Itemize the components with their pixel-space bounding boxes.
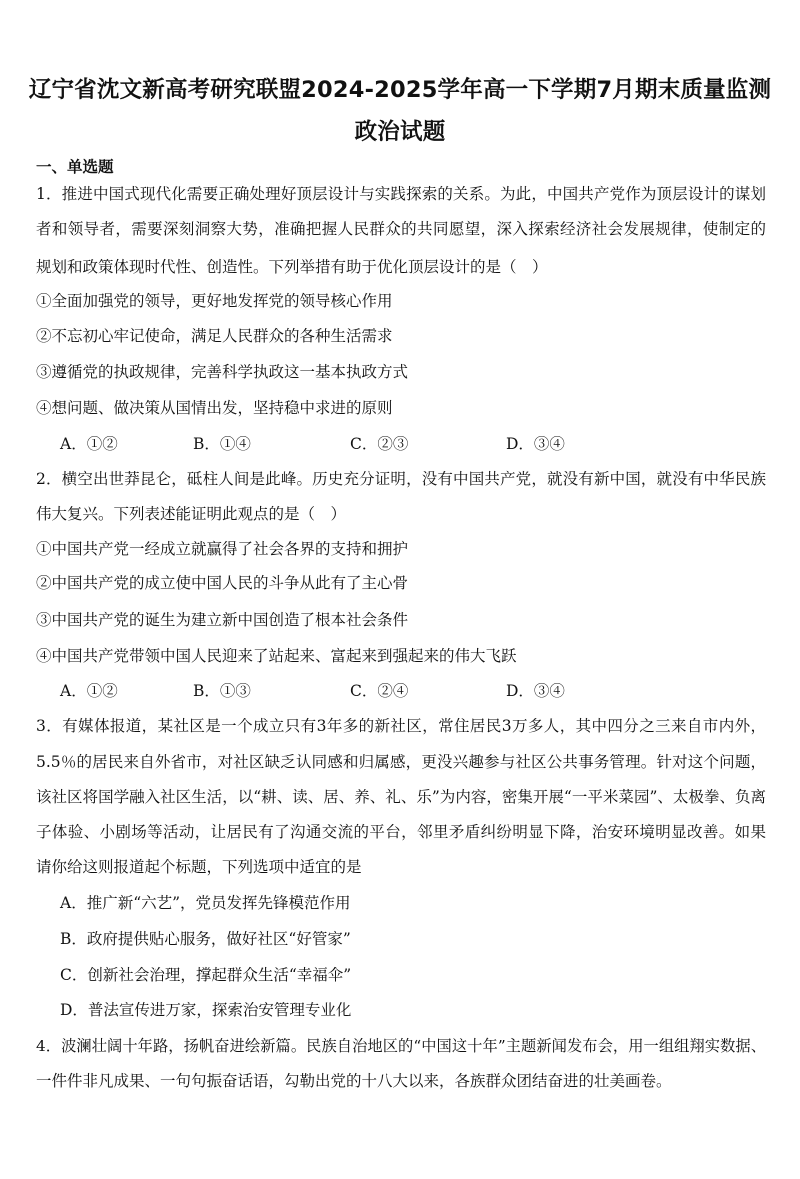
question-1-option-c[interactable]: C．②③ [350,435,409,453]
question-1-statement: ③遵循党的执政规律，完善科学执政这一基本执政方式 [36,363,409,381]
section-heading: 一、单选题 [36,158,114,176]
question-3-option-d[interactable]: D．普法宣传进万家，探索治安管理专业化 [60,1001,352,1019]
question-2-stem-line: 2．横空出世莽昆仑，砥柱人间是此峰。历史充分证明，没有中国共产党，就没有新中国，就没有中华民族 [36,470,766,488]
question-1-statement: ①全面加强党的领导，更好地发挥党的领导核心作用 [36,292,393,310]
question-2-option-a[interactable]: A．①② [60,682,118,700]
question-1-statement: ②不忘初心牢记使命，满足人民群众的各种生活需求 [36,327,393,345]
question-2-option-b[interactable]: B．①③ [193,682,251,700]
question-1-option-b[interactable]: B．①④ [193,435,251,453]
question-1-option-a[interactable]: A．①② [60,435,118,453]
question-4-stem-line: 4．波澜壮阔十年路，扬帆奋进绘新篇。民族自治地区的“中国这十年”主题新闻发布会，用一组组翔实数据、 [36,1037,766,1055]
question-3-stem-line: 3．有媒体报道，某社区是一个成立只有3年多的新社区，常住居民3万多人，其中四分之三来自市内外， [36,717,766,735]
question-2-stem-line: 伟大复兴。下列表述能证明此观点的是（ ） [36,505,347,523]
question-2-statement: ④中国共产党带领中国人民迎来了站起来、富起来到强起来的伟大飞跃 [36,647,517,665]
question-2-option-c[interactable]: C．②④ [350,682,409,700]
exam-subject-title: 政治试题 [354,119,446,145]
question-3-stem-line: 子体验、小剧场等活动，让居民有了沟通交流的平台，邻里矛盾纠纷明显下降，治安环境明显改善。如果 [36,823,766,841]
question-3-stem-line: 该社区将国学融入社区生活，以“耕、读、居、养、礼、乐”为内容，密集开展“一平米菜园”、太极拳、负离 [36,788,766,806]
question-1-stem-line: 规划和政策体现时代性、创造性。下列举措有助于优化顶层设计的是（ ） [36,258,548,276]
question-1-option-d[interactable]: D．③④ [506,435,565,453]
question-3-option-b[interactable]: B．政府提供贴心服务，做好社区“好管家” [60,930,351,948]
question-1-stem-line: 者和领导者，需要深刻洞察大势，准确把握人民群众的共同愿望，深入探索经济社会发展规律，使制定的 [36,220,766,238]
question-3-option-c[interactable]: C．创新社会治理，撑起群众生活“幸福伞” [60,966,352,984]
question-3-stem-line: 5.5％的居民来自外省市，对社区缺乏认同感和归属感，更没兴趣参与社区公共事务管理。针对这个问题， [36,753,766,771]
question-2-statement: ①中国共产党一经成立就赢得了社会各界的支持和拥护 [36,540,409,558]
exam-title: 辽宁省沈文新高考研究联盟2024-2025学年高一下学期7月期末质量监测 [28,77,772,103]
question-3-stem-line: 请你给这则报道起个标题，下列选项中适宜的是 [36,858,362,876]
question-1-statement: ④想问题、做决策从国情出发，坚持稳中求进的原则 [36,399,393,417]
question-2-statement: ③中国共产党的诞生为建立新中国创造了根本社会条件 [36,611,409,629]
question-4-stem-line: 一件件非凡成果、一句句振奋话语，勾勒出党的十八大以来，各族群众团结奋进的壮美画卷。 [36,1072,672,1090]
question-3-option-a[interactable]: A．推广新“六艺”，党员发挥先锋模范作用 [60,894,351,912]
question-2-option-d[interactable]: D．③④ [506,682,565,700]
question-1-stem-line: 1．推进中国式现代化需要正确处理好顶层设计与实践探索的关系。为此，中国共产党作为顶层设计的谋划 [36,185,766,203]
question-2-statement: ②中国共产党的成立使中国人民的斗争从此有了主心骨 [36,574,409,592]
